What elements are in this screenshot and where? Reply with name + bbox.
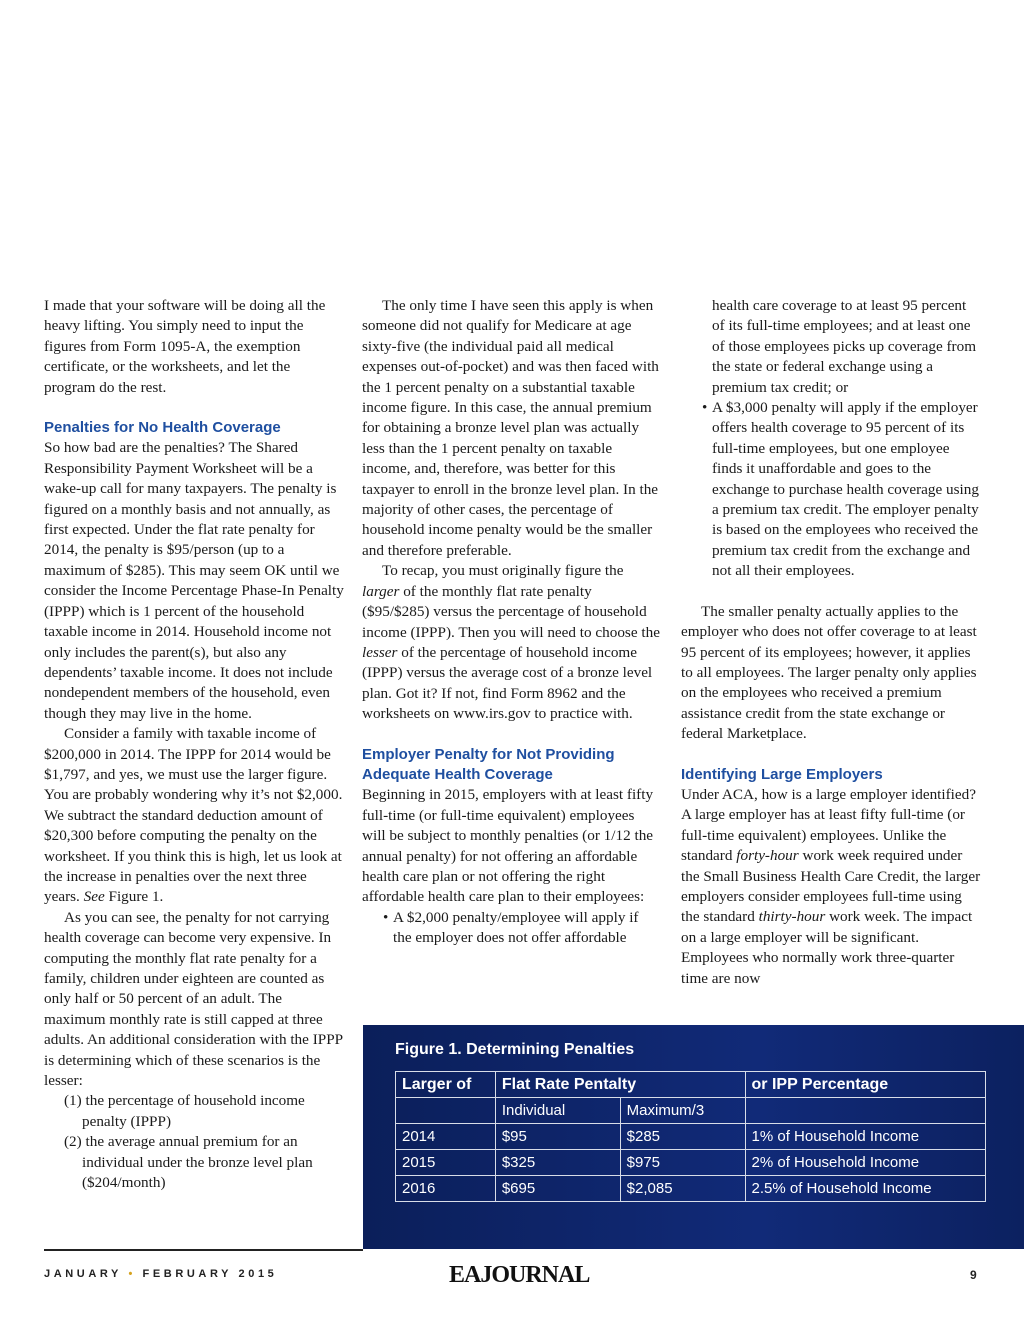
issue-date: JANUARY • FEBRUARY 2015 [44,1268,278,1280]
paragraph: Consider a family with taxable income of $200,000 in 2014. The IPPP for 2014 would be $1,797, and yes, we must use the larger figure. You are probably wondering why it’s not $2,000. We subtract the standard deduction amount of $20,300 before computing the penalty on the worksheet. If you think this is high, let us look at the increase in penalties over the next three years. See Figure 1. [44,725,343,906]
table-cell: 1% of Household Income [745,1124,985,1150]
table-cell: 2015 [396,1150,496,1176]
paragraph: As you can see, the penalty for not carrying health coverage can become very expensive. In computing the monthly flat rate penalty for a family, children under eighteen are counted as only half or 50 percent of an adult. The maximum monthly rate is still capped at three adults. An additional consideration with the IPPP is determining which of these scenarios is the lesser: [44,908,343,1090]
table-header: Larger of [396,1072,496,1098]
paragraph: So how bad are the penalties? The Shared Responsibility Payment Worksheet will be a wake-up call for many taxpayers. The penalty is figured on a monthly basis and not annually, as first expected. Under the flat rate penalty for 2014, the penalty is $95/person (up to a maximum of $285). This may seem OK until we consider the Income Percentage Phase-In Penalty (IPPP) which is 1 percent of the household taxable income in 2014. Household income not only includes the parent(s), but also any dependents’ taxable income. It does not include nondependent members of the household, even though they may live in the home. [44,439,344,722]
table-header: or IPP Percentage [745,1072,985,1098]
table-row [396,1176,986,1202]
column-1 [44,296,344,1193]
table-cell: 2% of Household Income [745,1150,985,1176]
ea-journal-logo: EAJOURNAL [449,1262,590,1288]
heading-penalties: Penalties for No Health Coverage [44,419,281,437]
separator-dot-icon: • [128,1268,136,1280]
bottom-rule [44,1249,363,1251]
table-subheader: Individual [495,1098,620,1124]
list-item-continued: health care coverage to at least 95 percent of its full-time employees; and at least one of those employees picks up coverage from the state or federal exchange using a premium tax credit; or [712,297,977,396]
figure-title: Figure 1. Determining Penalties [395,1041,635,1058]
penalties-table [395,1071,986,1202]
table-cell: $695 [495,1176,620,1202]
table-cell: $975 [620,1150,745,1176]
heading-employer-penalty: Employer Penalty for Not Providing Adequate Health Coverage [362,745,615,783]
table-subheader: Maximum/3 [620,1098,745,1124]
table-cell: 2.5% of Household Income [745,1176,985,1202]
paragraph: To recap, you must originally figure the larger of the monthly flat rate penalty ($95/$285) versus the percentage of household income (IPPP). Then you will need to choose the lesser of the percentage of household income (IPPP) versus the average cost of a bronze level plan. Got it? If not, find Form 8962 and the worksheets on www.irs.gov to practice with. [362,562,660,723]
page-number: 9 [970,1268,977,1282]
column-2 [362,296,660,949]
bullet-list [681,398,981,582]
paragraph: Under ACA, how is a large employer identified? A large employer has at least fifty full-time (or full-time equivalent) employees. Unlike the standard forty-hour work week required under the Small Business Health Care Credit, the larger employers consider employees full-time using the standard thirty-hour work week. The impact on a large employer will be significant. Employees who normally work three-quarter time are now [681,785,981,987]
table-row [396,1150,986,1176]
table-cell: $2,085 [620,1176,745,1202]
bullet-icon: • [702,399,708,417]
bullet-list [362,908,660,949]
list-item: (1) the percentage of household income penalty (IPPP) [64,1092,305,1130]
table-cell: 2016 [396,1176,496,1202]
table-cell: 2014 [396,1124,496,1150]
list-item: (2) the average annual premium for an individual under the bronze level plan ($204/month) [64,1133,313,1192]
table-cell: $95 [495,1124,620,1150]
paragraph: Beginning in 2015, employers with at least fifty full-time (or full-time equivalent) employees will be subject to monthly penalties (or 1/12 the annual penalty) for not offering an affordable health care plan or not offering the right affordable health care plan to their employees: [362,786,654,906]
list-item: • A $2,000 penalty/employee will apply if the employer does not offer affordable [383,908,639,947]
paragraph: The smaller penalty actually applies to the employer who does not offer coverage to at least 95 percent of its employees; however, it applies to all employees. The larger penalty only applies on the employees who received a premium assistance credit from the state exchange or federal Marketplace. [681,602,977,743]
table-header: Flat Rate Pentalty [495,1072,745,1098]
table-header-row [396,1072,986,1098]
paragraph: I made that your software will be doing all the heavy lifting. You simply need to input the figures from Form 1095-A, the exemption certificate, or the worksheets, and let the program do the rest. [44,297,326,396]
table-row [396,1124,986,1150]
heading-large-employers: Identifying Large Employers [681,765,883,783]
paragraph: The only time I have seen this apply is when someone did not qualify for Medicare at age sixty-five (the individual paid all medical expenses out-of-pocket) and was then faced with the 1 percent penalty on a substantial taxable income figure. In this case, the annual premium for obtaining a bronze level plan was actually less than the 1 percent penalty on taxable income, and, therefore, was better for this taxpayer to enroll in the bronze level plan. In the majority of other cases, the percentage of household income penalty would be the smaller and therefore preferable. [362,297,659,559]
list-item: • A $3,000 penalty will apply if the employer offers health coverage to 95 percent of its full-time employees, but one employee finds it unaffordable and goes to the exchange to purchase health coverage using a premium tax credit. The employer penalty is based on the employees who received the premium tax credit from the exchange and not all their employees. [702,399,979,580]
bullet-icon: • [383,908,389,926]
column-3 [681,296,981,989]
table-subheader-row [396,1098,986,1124]
table-cell: $325 [495,1150,620,1176]
table-cell: $285 [620,1124,745,1150]
figure-1-panel [363,1025,1024,1249]
